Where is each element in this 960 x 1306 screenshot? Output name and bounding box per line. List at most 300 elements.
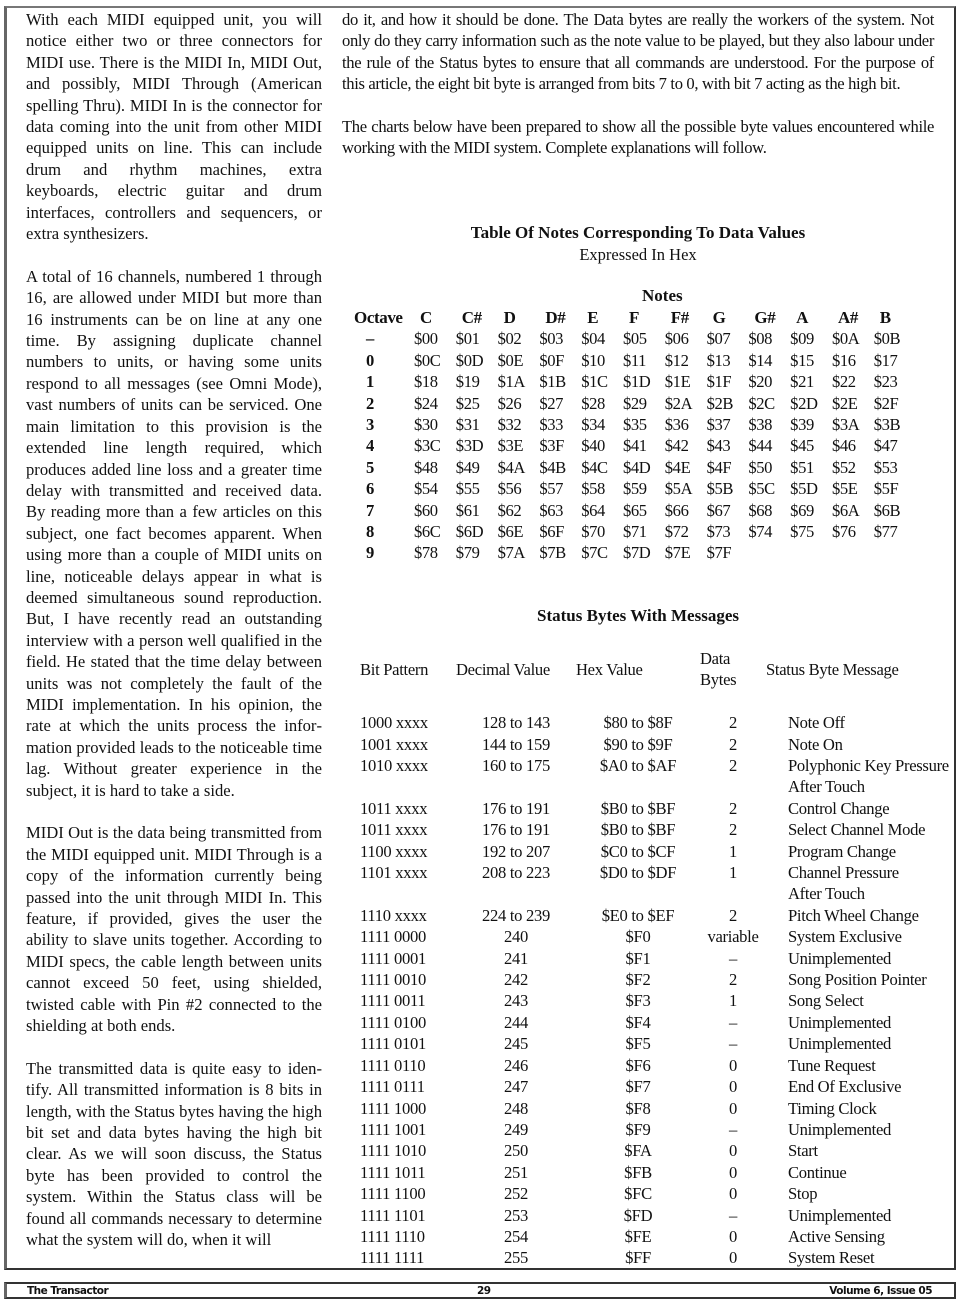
note-hex-value: $51	[790, 457, 814, 477]
header-hex-value: Hex Value	[576, 659, 643, 679]
note-hex-value: $44	[748, 436, 773, 456]
bit-pattern: 1111 0110	[360, 1055, 426, 1075]
decimal-value: 246	[504, 1055, 528, 1075]
decimal-value: 192 to 207	[482, 841, 550, 861]
note-hex-value: $5A	[664, 479, 693, 499]
status-row	[360, 990, 949, 1011]
header-status-message: Status Byte Message	[766, 659, 899, 679]
data-bytes: 0	[729, 1248, 737, 1268]
hex-value: $F3	[625, 991, 651, 1011]
note-hex-value: $34	[581, 415, 605, 435]
note-hex-value: $22	[831, 372, 856, 392]
notes-row	[354, 521, 916, 542]
note-hex-value: $3B	[873, 415, 901, 435]
note-header: G	[712, 308, 726, 327]
status-row	[360, 1162, 949, 1183]
hex-value: $F2	[625, 970, 651, 990]
decimal-value: 144 to 159	[482, 734, 550, 754]
notes-row	[354, 414, 916, 435]
bit-pattern: 1101 xxxx	[360, 863, 428, 883]
note-hex-value: $4F	[706, 457, 732, 477]
note-hex-value: $12	[664, 350, 689, 370]
note-hex-value: $38	[748, 415, 773, 435]
note-header: A#	[837, 308, 858, 327]
decimal-value: 250	[504, 1141, 528, 1161]
note-hex-value: $48	[414, 457, 438, 477]
status-row	[360, 926, 949, 947]
note-hex-value: $05	[622, 329, 647, 349]
bit-pattern: 1111 0101	[360, 1034, 426, 1054]
octave-label: 3	[366, 415, 374, 435]
data-bytes: –	[729, 1012, 737, 1032]
note-hex-value: $2F	[873, 393, 899, 413]
paragraph: The charts below have been prepared to show all the possible byte values encountered while working with the MIDI system. Complete explanations will follow.	[342, 117, 934, 158]
note-hex-value: $20	[748, 372, 773, 392]
header-decimal-value: Decimal Value	[456, 659, 550, 679]
note-hex-value: $29	[622, 393, 647, 413]
paragraph: do it, and how it should be done. The Data bytes are really the workers of the system. Not only do they carry information such as the note value to be played, but they also labour under the rule of the Status bytes to ensure that all commands are understood. For the purpose of this article, the eight bit byte is arranged from bits 7 to 0, with bit 7 acting as the high bit.	[342, 10, 934, 94]
decimal-value: 240	[504, 927, 528, 947]
header-spacer	[360, 691, 949, 712]
status-row	[360, 1247, 949, 1268]
status-message: System Exclusive	[788, 927, 902, 947]
hex-value: $E0 to $EF	[601, 905, 675, 925]
octave-label: –	[366, 329, 374, 349]
decimal-value	[456, 883, 576, 904]
status-message: Unimplemented	[788, 948, 892, 968]
hex-value: $90 to $9F	[603, 734, 673, 754]
status-message: Unimplemented	[788, 1205, 892, 1225]
data-bytes: 0	[729, 1098, 737, 1118]
note-hex-value: $11	[622, 350, 647, 370]
status-header-row	[360, 648, 949, 691]
note-hex-value: $14	[748, 350, 773, 370]
data-bytes: 2	[729, 713, 737, 733]
note-hex-value: $0B	[873, 329, 901, 349]
note-header: C#	[461, 308, 482, 327]
note-hex-value: $72	[664, 522, 689, 542]
status-row	[360, 1012, 949, 1033]
note-hex-value: $6E	[497, 522, 524, 542]
data-bytes	[700, 883, 766, 904]
hex-value: $B0 to $BF	[600, 798, 676, 818]
bit-pattern: 1011 xxxx	[360, 798, 428, 818]
bit-pattern: 1111 0010	[360, 970, 426, 990]
note-header: D#	[545, 308, 566, 327]
hex-value: $B0 to $BF	[600, 820, 676, 840]
hex-value: $80 to $8F	[603, 713, 673, 733]
note-hex-value: $2A	[664, 393, 693, 413]
status-row	[360, 1140, 949, 1161]
status-message: Channel Pressure	[788, 863, 899, 883]
note-hex-value: $47	[873, 436, 898, 456]
note-hex-value: $53	[873, 457, 898, 477]
issue-label: Volume 6, Issue 05	[829, 1285, 932, 1297]
notes-row	[354, 328, 916, 349]
note-hex-value: $3F	[539, 436, 565, 456]
note-hex-value: $7A	[497, 543, 525, 563]
note-hex-value: $39	[790, 415, 814, 435]
status-row	[360, 969, 949, 990]
note-hex-value: $18	[414, 372, 438, 392]
status-row	[360, 755, 949, 776]
note-hex-value: $07	[706, 329, 731, 349]
note-hex-value: $13	[706, 350, 731, 370]
note-hex-value: $37	[706, 415, 731, 435]
note-header: F#	[670, 308, 689, 327]
data-bytes: 2	[729, 756, 737, 776]
status-row	[360, 1205, 949, 1226]
note-hex-value: $27	[539, 393, 564, 413]
notes-row	[354, 500, 916, 521]
note-hex-value: $46	[831, 436, 856, 456]
note-hex-value: $69	[790, 500, 814, 520]
status-message: Control Change	[788, 798, 890, 818]
note-hex-value: $42	[664, 436, 689, 456]
note-hex-value: $0F	[539, 350, 565, 370]
paragraph: The transmitted data is quite easy to identify. All transmitted information is 8 bits in length, with the Status bytes having the high bit set and data bytes having the high bit clear. As we will soon discuss, the Status byte has been provided to control the system. Within the Status class will be found all commands necessary to determine what the system will do, when it will	[26, 1058, 322, 1250]
hex-value: $F4	[625, 1012, 651, 1032]
status-row	[360, 841, 949, 862]
header-bit-pattern: Bit Pattern	[360, 659, 429, 679]
bit-pattern: 1111 1010	[360, 1141, 426, 1161]
note-hex-value: $2D	[790, 393, 818, 413]
note-hex-value	[874, 542, 916, 563]
note-hex-value: $10	[581, 350, 605, 370]
data-bytes: 1	[729, 863, 737, 883]
note-hex-value: $25	[455, 393, 480, 413]
data-bytes: 2	[729, 798, 737, 818]
status-message: Unimplemented	[788, 1034, 892, 1054]
note-hex-value: $6C	[414, 522, 441, 542]
status-message: Polyphonic Key Pressure	[788, 756, 949, 776]
hex-value: $FB	[624, 1162, 652, 1182]
notes-table-subtitle: Expressed In Hex	[579, 245, 697, 264]
hex-value: $F1	[625, 948, 651, 968]
data-bytes: 0	[729, 1141, 737, 1161]
paragraph: MIDI Out is the data being transmitted from the MIDI equipped unit. MIDI Through is a copy of the information currently being passed into the unit through MIDI In. This feature, if provided, gives the user the ability to slave units together. According to MIDI specs, the cable length between units cannot exceed 50 feet, using shielded, twisted cable with Pin #2 connected to the shielding at both ends.	[26, 823, 322, 1036]
data-bytes: 1	[729, 841, 737, 861]
status-message: Unimplemented	[788, 1012, 892, 1032]
decimal-value: 255	[504, 1248, 528, 1268]
decimal-value: 254	[504, 1226, 528, 1246]
data-bytes: 0	[729, 1226, 737, 1246]
note-hex-value: $24	[414, 393, 438, 413]
decimal-value: 176 to 191	[482, 820, 550, 840]
right-column	[342, 9, 934, 180]
status-message: Unimplemented	[788, 1119, 892, 1139]
note-hex-value: $52	[831, 457, 856, 477]
bit-pattern: 1111 1100	[360, 1184, 426, 1204]
octave-label: 6	[366, 479, 374, 499]
left-column	[26, 9, 322, 1272]
decimal-value: 245	[504, 1034, 528, 1054]
bit-pattern	[360, 776, 456, 797]
note-hex-value: $2E	[831, 393, 858, 413]
notes-table-title: Table Of Notes Corresponding To Data Values	[470, 223, 806, 242]
note-hex-value: $1A	[497, 372, 525, 392]
notes-row	[354, 435, 916, 456]
hex-value: $F6	[625, 1055, 651, 1075]
note-hex-value: $59	[622, 479, 647, 499]
notes-row	[354, 350, 916, 371]
notes-table	[354, 307, 916, 564]
note-hex-value: $41	[622, 436, 647, 456]
decimal-value	[456, 776, 576, 797]
hex-value: $F8	[625, 1098, 651, 1118]
note-hex-value: $02	[497, 329, 522, 349]
decimal-value: 241	[504, 948, 528, 968]
status-message: System Reset	[788, 1248, 875, 1268]
paragraph: With each MIDI equipped unit, you will notice either two or three connectors for MIDI use. There is the MIDI In, MIDI Out, and possibly, MIDI Through (American spelling Thru). MIDI In is the connector for data coming into the unit from other MIDI equipped units on line. This can include drum and rhythm machines, extra keyboards, electric guitar and drum interfaces, controllers and sequencers, or extra synthesizers.	[26, 10, 322, 244]
note-hex-value: $43	[706, 436, 731, 456]
note-hex-value: $19	[455, 372, 480, 392]
data-bytes: 2	[729, 820, 737, 840]
octave-header: Octave	[354, 308, 403, 327]
status-row	[360, 883, 949, 904]
notes-row	[354, 542, 916, 563]
notes-row	[354, 371, 916, 392]
status-row	[360, 798, 949, 819]
hex-value: $D0 to $DF	[599, 863, 677, 883]
note-hex-value: $1D	[622, 372, 651, 392]
octave-label: 8	[366, 522, 374, 542]
bit-pattern: 1111 1101	[360, 1205, 426, 1225]
status-row	[360, 1183, 949, 1204]
data-bytes: 1	[729, 991, 737, 1011]
note-hex-value: $08	[748, 329, 773, 349]
note-hex-value: $4A	[497, 457, 525, 477]
note-hex-value: $70	[581, 522, 605, 542]
note-hex-value: $15	[790, 350, 814, 370]
note-hex-value: $67	[706, 500, 731, 520]
note-header: C	[420, 308, 432, 327]
notes-header-row	[354, 307, 916, 328]
status-message: Start	[788, 1141, 818, 1161]
decimal-value: 251	[504, 1162, 528, 1182]
note-hex-value: $6F	[539, 522, 565, 542]
octave-label: 5	[366, 457, 374, 477]
hex-value: $FD	[623, 1205, 653, 1225]
note-hex-value: $0A	[831, 329, 860, 349]
data-bytes: 2	[729, 905, 737, 925]
paragraph: A total of 16 channels, numbered 1 through 16, are allowed under MIDI but more than 16 instruments can be on line at any one time. By assigning duplicate channel numbers to units, or having some units respond to all messages (see Omni Mode), vast numbers of units can be serviced. One main limitation to this provision is the extended line length required, which produces added line loss and a greater time delay with transmitted and received data. By reading more than a few articles on this subject, one fact becomes apparent. When using more than a couple of MIDI units on line, noticeable delays appear in what is deemed simultaneous sound reproduction. But, I have recently read an outstanding interview with a person well qualified in the field. He stated that the time delay between units was not completely the fault of the MIDI implementation. In his opinion, the rate at which the units process the information provided leads to the noticeable time lag. Without greater experience in the subject, it is hard to take a side.	[26, 266, 322, 800]
note-hex-value: $64	[581, 500, 605, 520]
note-hex-value: $7D	[622, 543, 651, 563]
decimal-value: 128 to 143	[482, 713, 550, 733]
note-hex-value: $17	[873, 350, 898, 370]
note-hex-value: $6D	[455, 522, 484, 542]
note-hex-value: $6A	[831, 500, 860, 520]
status-row	[360, 734, 949, 755]
decimal-value: 176 to 191	[482, 798, 550, 818]
note-hex-value: $75	[790, 522, 814, 542]
note-hex-value: $5C	[748, 479, 775, 499]
decimal-value: 208 to 223	[482, 863, 550, 883]
note-hex-value: $4B	[539, 457, 566, 477]
status-message: Timing Clock	[788, 1098, 877, 1118]
note-hex-value: $04	[581, 329, 605, 349]
hex-value: $F9	[625, 1119, 651, 1139]
note-hex-value: $33	[539, 415, 564, 435]
status-message: Pitch Wheel Change	[788, 905, 919, 925]
data-bytes: –	[729, 1205, 737, 1225]
note-hex-value: $3A	[831, 415, 860, 435]
note-hex-value: $3E	[497, 436, 524, 456]
note-hex-value	[790, 542, 832, 563]
bit-pattern: 1111 0111	[360, 1077, 425, 1097]
data-bytes: 0	[729, 1162, 737, 1182]
status-row	[360, 1076, 949, 1097]
note-hex-value: $65	[622, 500, 647, 520]
note-hex-value: $1C	[581, 372, 608, 392]
note-hex-value: $7E	[664, 543, 691, 563]
note-hex-value: $31	[455, 415, 480, 435]
note-hex-value: $7F	[706, 543, 732, 563]
status-message: Song Position Pointer	[788, 970, 927, 990]
decimal-value: 244	[504, 1012, 528, 1032]
note-hex-value: $30	[414, 415, 438, 435]
status-table-title: Status Bytes With Messages	[537, 606, 739, 625]
header-data-bytes: Data Bytes	[700, 649, 737, 690]
bit-pattern: 1111 0000	[360, 927, 426, 947]
decimal-value: 243	[504, 991, 528, 1011]
status-row	[360, 1226, 949, 1247]
status-row	[360, 905, 949, 926]
hex-value	[576, 883, 700, 904]
note-hex-value: $3C	[414, 436, 441, 456]
octave-label: 9	[366, 543, 374, 563]
status-message: Note Off	[788, 713, 845, 733]
note-hex-value: $36	[664, 415, 689, 435]
bit-pattern: 1111 0001	[360, 948, 426, 968]
note-hex-value: $5B	[706, 479, 734, 499]
note-hex-value: $68	[748, 500, 773, 520]
note-hex-value: $45	[790, 436, 814, 456]
decimal-value: 252	[504, 1184, 528, 1204]
note-header: G#	[754, 308, 776, 327]
status-message: Song Select	[788, 991, 864, 1011]
notes-group-header: Notes	[642, 286, 683, 305]
notes-row	[354, 457, 916, 478]
status-message: Program Change	[788, 841, 896, 861]
status-row	[360, 1055, 949, 1076]
publication-name: The Transactor	[27, 1285, 109, 1297]
data-bytes: 2	[729, 970, 737, 990]
note-hex-value: $28	[581, 393, 605, 413]
decimal-value: 249	[504, 1119, 528, 1139]
note-hex-value: $6B	[873, 500, 901, 520]
note-hex-value: $06	[664, 329, 689, 349]
bit-pattern: 1011 xxxx	[360, 820, 428, 840]
hex-value: $FC	[624, 1184, 652, 1204]
octave-label: 4	[366, 436, 374, 456]
data-bytes: 2	[729, 734, 737, 754]
note-hex-value: $50	[748, 457, 773, 477]
status-table-body	[360, 712, 949, 1269]
note-hex-value: $73	[706, 522, 731, 542]
note-hex-value: $21	[790, 372, 814, 392]
status-row	[360, 948, 949, 969]
note-hex-value	[748, 542, 790, 563]
note-hex-value: $78	[414, 543, 438, 563]
note-hex-value: $79	[455, 543, 480, 563]
note-hex-value: $77	[873, 522, 898, 542]
note-hex-value: $40	[581, 436, 605, 456]
data-bytes: 0	[729, 1184, 737, 1204]
hex-value: $FA	[624, 1141, 652, 1161]
bit-pattern: 1111 1110	[360, 1226, 425, 1246]
note-hex-value: $35	[622, 415, 647, 435]
note-hex-value: $54	[414, 479, 438, 499]
hex-value: $F7	[625, 1077, 651, 1097]
octave-label: 7	[366, 500, 374, 520]
status-message: Active Sensing	[788, 1226, 885, 1246]
note-hex-value: $5F	[873, 479, 899, 499]
note-hex-value: $1B	[539, 372, 566, 392]
note-hex-value: $74	[748, 522, 773, 542]
octave-label: 0	[366, 350, 374, 370]
note-hex-value: $61	[455, 500, 480, 520]
note-hex-value: $4E	[664, 457, 691, 477]
note-hex-value: $5D	[790, 479, 818, 499]
decimal-value: 160 to 175	[482, 756, 550, 776]
data-bytes: –	[729, 1119, 737, 1139]
note-hex-value: $49	[455, 457, 480, 477]
note-hex-value: $58	[581, 479, 605, 499]
bit-pattern: 1111 0011	[360, 991, 426, 1011]
decimal-value: 253	[504, 1205, 528, 1225]
hex-value: $A0 to $AF	[599, 756, 677, 776]
status-row	[360, 819, 949, 840]
note-hex-value: $56	[497, 479, 522, 499]
note-header: A	[796, 308, 809, 327]
data-bytes: 0	[729, 1077, 737, 1097]
note-hex-value: $1E	[664, 372, 691, 392]
status-row	[360, 776, 949, 797]
note-hex-value: $0C	[414, 350, 441, 370]
note-hex-value: $2B	[706, 393, 734, 413]
note-hex-value: $7C	[581, 543, 608, 563]
status-message: Stop	[788, 1184, 818, 1204]
status-message: After Touch	[788, 884, 865, 904]
notes-row	[354, 478, 916, 499]
note-hex-value: $03	[539, 329, 564, 349]
note-hex-value: $4C	[581, 457, 608, 477]
note-hex-value: $4D	[622, 457, 651, 477]
note-hex-value: $0D	[455, 350, 484, 370]
bit-pattern: 1000 xxxx	[360, 713, 428, 733]
status-message: Continue	[788, 1162, 847, 1182]
status-table	[360, 648, 949, 1269]
decimal-value: 224 to 239	[482, 905, 550, 925]
status-row	[360, 1098, 949, 1119]
note-header: B	[879, 308, 891, 327]
decimal-value: 242	[504, 970, 528, 990]
note-hex-value: $3D	[455, 436, 484, 456]
bit-pattern	[360, 883, 456, 904]
status-row	[360, 1119, 949, 1140]
note-hex-value: $32	[497, 415, 522, 435]
note-hex-value: $66	[664, 500, 689, 520]
decimal-value: 248	[504, 1098, 528, 1118]
note-hex-value: $57	[539, 479, 564, 499]
bit-pattern: 1111 1000	[360, 1098, 426, 1118]
status-message: After Touch	[788, 777, 865, 797]
bit-pattern: 1111 1001	[360, 1119, 426, 1139]
note-hex-value: $26	[497, 393, 522, 413]
note-hex-value: $76	[831, 522, 856, 542]
